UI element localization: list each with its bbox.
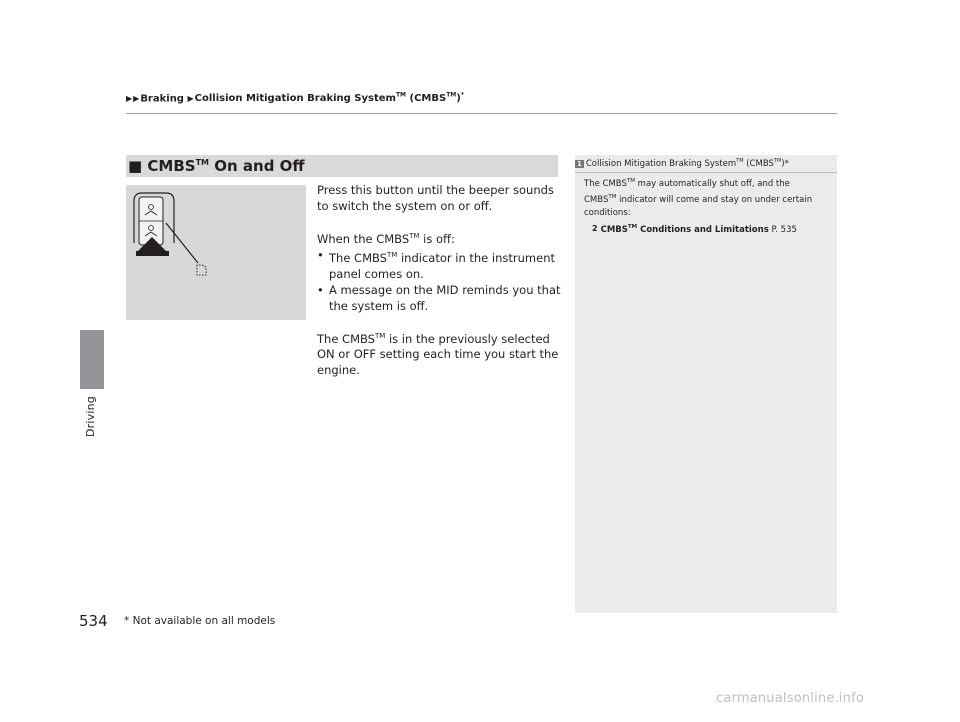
list-item: • A message on the MID reminds you that the system is off. <box>317 282 562 314</box>
note-line: CMBS™ indicator will come and stay on under certain conditions: <box>584 193 813 218</box>
breadcrumb-item-braking[interactable]: Braking <box>140 93 184 105</box>
side-tab-label: Driving <box>84 396 97 437</box>
cross-reference-link[interactable]: 2 CMBS™ Conditions and Limitations P. 535 <box>592 223 797 235</box>
header-rule <box>126 113 837 114</box>
section-title: ■ CMBS™ On and Off <box>128 157 305 175</box>
notes-header: 1 Collision Mitigation Braking System™ (CMBS™)* <box>577 158 789 169</box>
breadcrumb-arrow-icon: ▶ <box>126 94 133 104</box>
paragraph: When the CMBS™ is off: <box>317 231 455 246</box>
cmbs-button-illustration <box>126 185 306 320</box>
paragraph: The CMBS™ is in the previously selected ON or OFF setting each time you start the engine. <box>317 331 559 378</box>
list-item: • The CMBS™ indicator in the instrument panel comes on. <box>317 247 562 282</box>
breadcrumb-arrow-icon: ▶ <box>133 94 140 104</box>
breadcrumb-item-cmbs[interactable]: Collision Mitigation Braking System™ (CMBS™)* <box>194 92 464 105</box>
note-number-badge: 1 <box>577 159 582 168</box>
reference-icon: 2 <box>592 224 598 234</box>
notes-rule <box>575 172 837 173</box>
footnote: * Not available on all models <box>124 615 276 627</box>
bullet-list <box>317 247 562 314</box>
breadcrumb <box>126 92 464 104</box>
notes-body <box>584 175 830 236</box>
paragraph: Press this button until the beeper sounds to switch the system on or off. <box>317 183 554 213</box>
page-number: 534 <box>79 612 108 630</box>
body-text <box>317 182 562 392</box>
side-tab-block <box>80 357 104 389</box>
note-line: The CMBS™ may automatically shut off, and the <box>584 178 790 189</box>
breadcrumb-arrow-icon: ▶ <box>187 94 194 104</box>
cmbs-button-icon <box>126 185 306 320</box>
watermark: carmanualsonline.info <box>716 691 865 706</box>
